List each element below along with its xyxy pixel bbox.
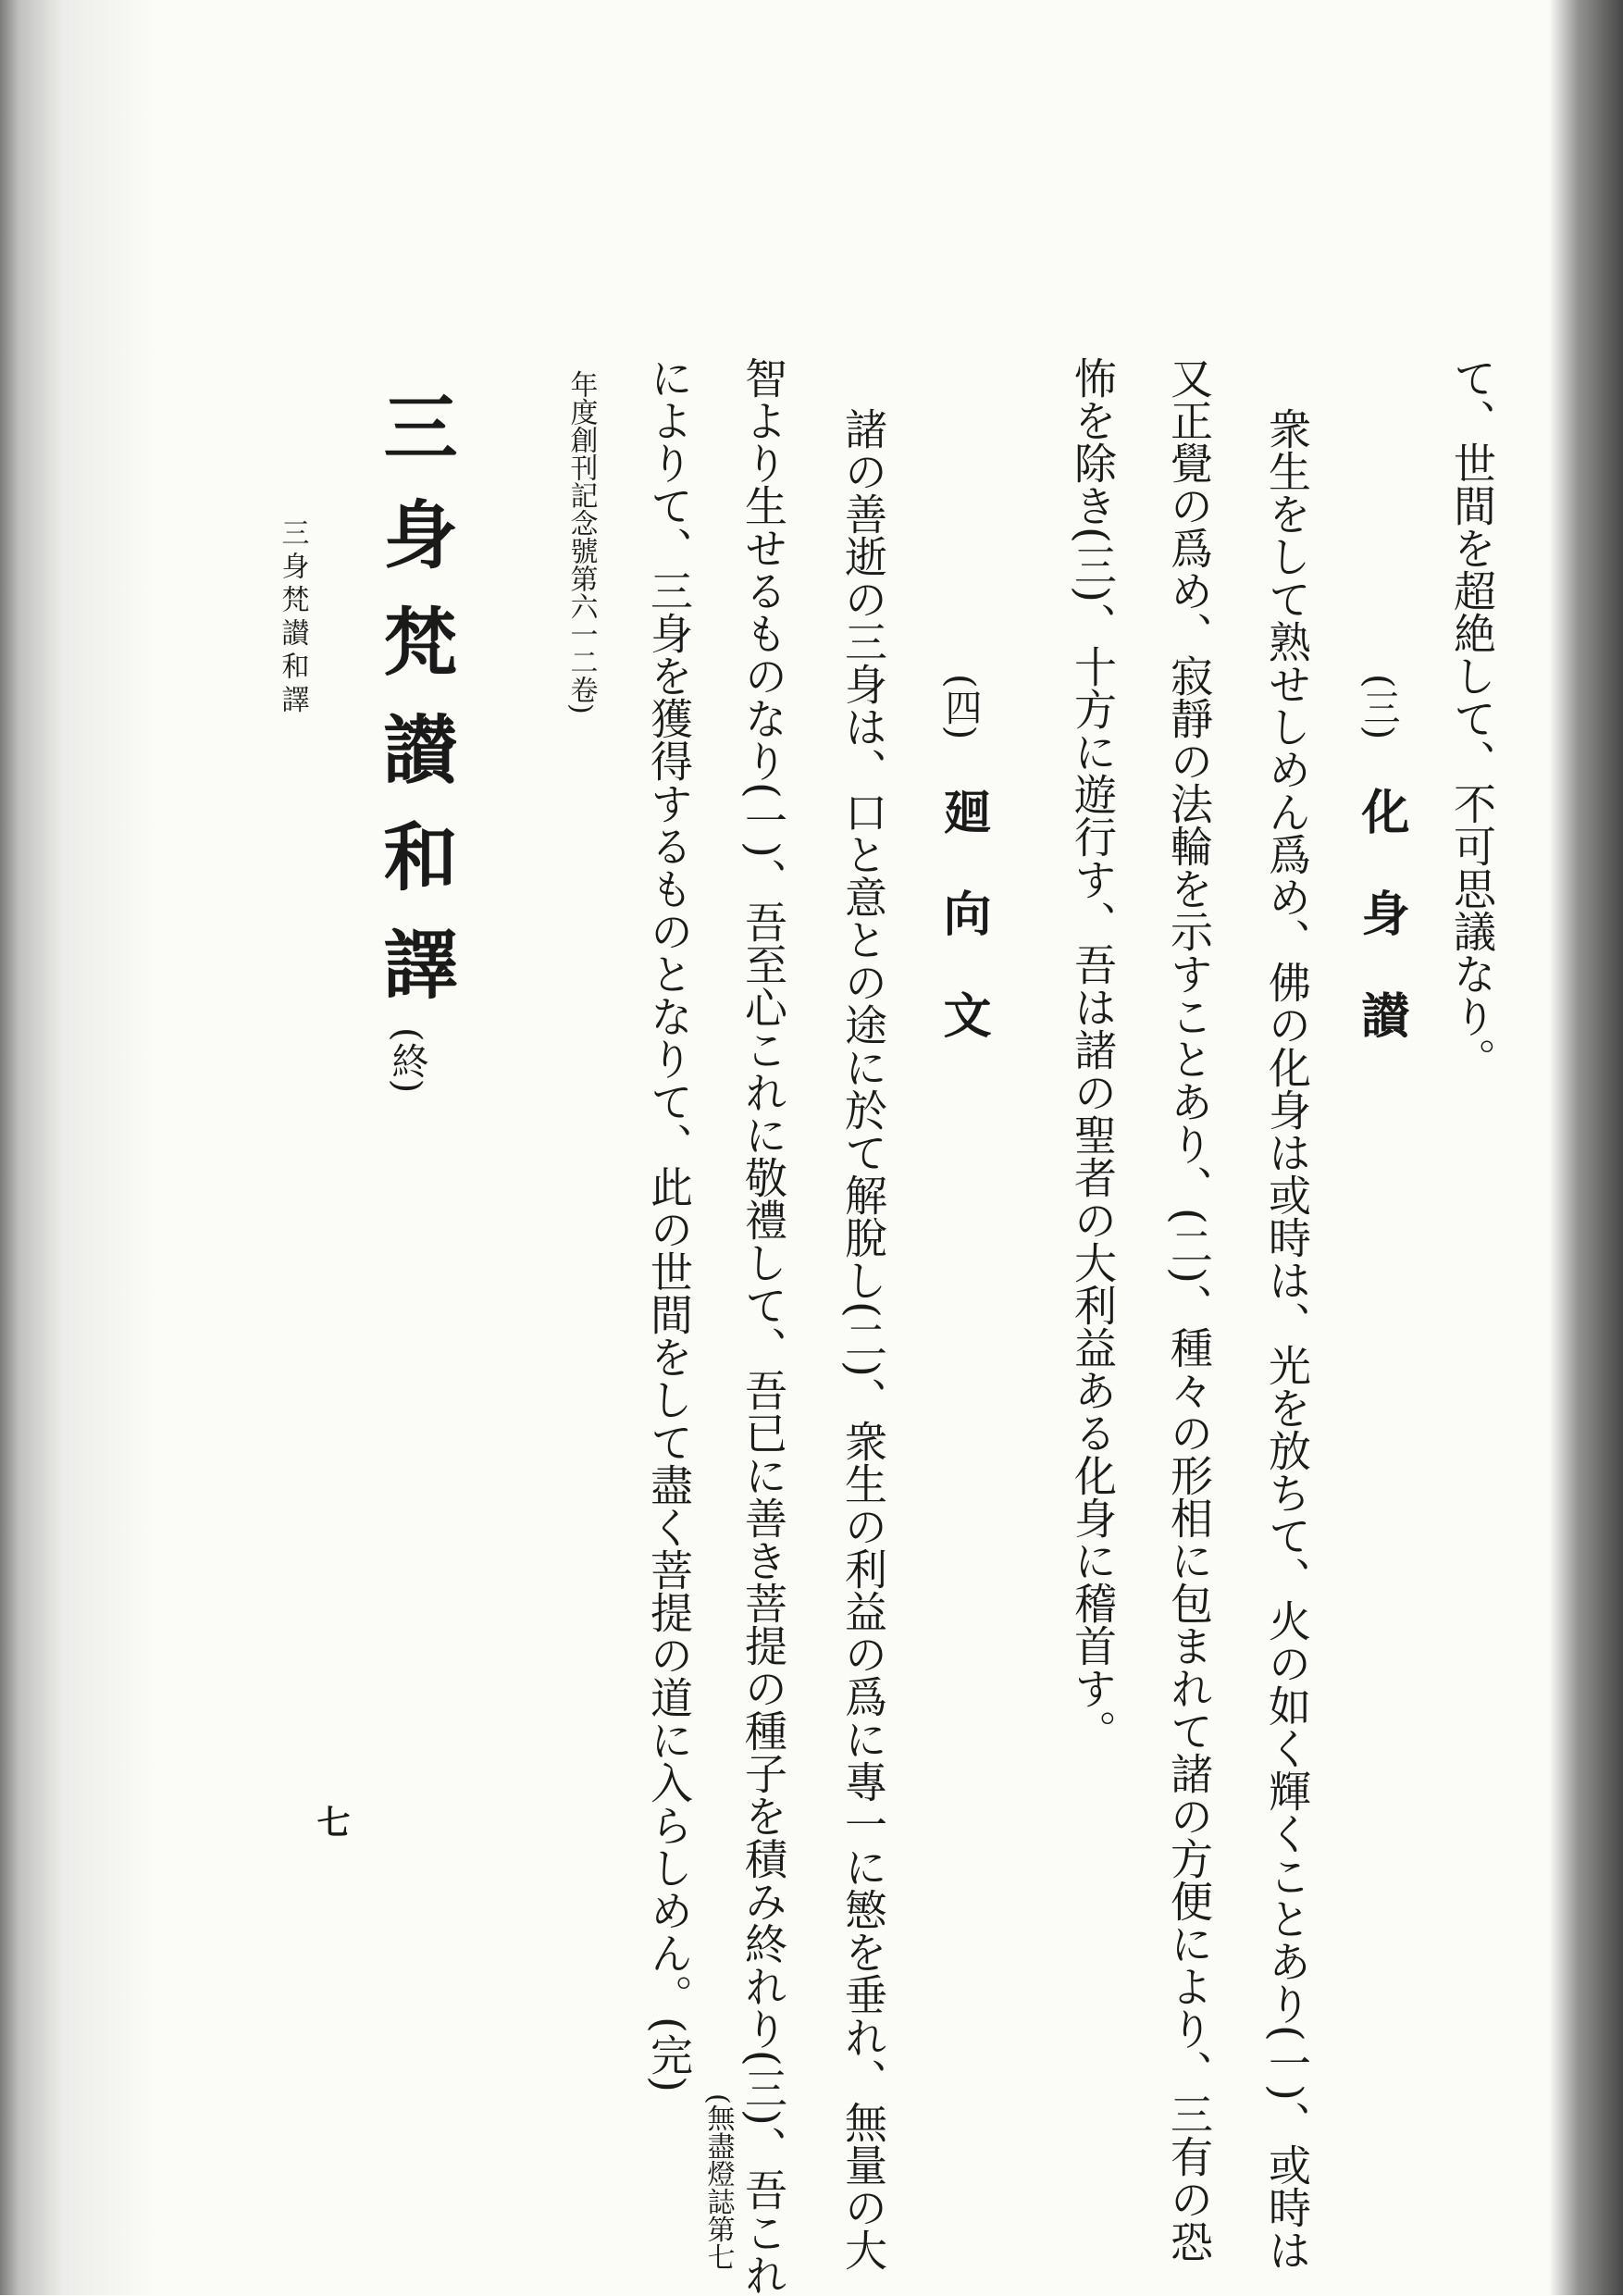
text-line-5: 諸の善逝の三身は、口と意との途に於て解脫し(二)、衆生の利益の爲に專一に慜を垂れ、無量の大: [838, 407, 888, 2271]
end-mark: (終): [386, 1027, 428, 1094]
text-line-7: によりて、三身を獲得するものとなりて、此の世間をして盡く菩提の道に入らしめん。(完): [644, 356, 694, 2092]
document-title: 三身梵讃和譯: [371, 389, 458, 1033]
text-line-2: 衆生をして熟せしめん爲め、佛の化身は或時は、光を放ちて、火の如く輝くことあり(一)、或時は: [1262, 407, 1312, 2271]
section-3-number: (三): [1357, 674, 1400, 740]
text-line-3: 又正覺の爲め、寂靜の法輪を示すことあり、(二)、種々の形相に包まれて諸の方便により、三有の恐: [1164, 356, 1214, 2263]
running-header: 三身梵讃和譯: [276, 518, 309, 718]
section-4-number: (四): [939, 674, 982, 740]
section-4-title: 廻向文: [935, 787, 991, 1092]
source-note-b: 年度創刊記念號第六一二卷): [564, 370, 598, 714]
text-line-6: 智より生せるものなり(一)、吾至心これに敬禮して、吾已に善き菩提の種子を積み終れり(三)、吾これ: [738, 356, 788, 2296]
scan-binding-shadow: [1549, 0, 1623, 2295]
text-line-1: て、世間を超絶して、不可思議なり。: [1447, 356, 1497, 1080]
source-note-a: (無盡燈誌第七: [701, 2093, 735, 2271]
section-3-title: 化身讃: [1353, 787, 1409, 1092]
text-line-4: 怖を除き(三)、十方に遊行す、吾は諸の聖者の大利益ある化身に稽首す。: [1068, 356, 1118, 1752]
page-number: 七: [312, 1805, 351, 1838]
scan-left-edge: [0, 0, 157, 2295]
